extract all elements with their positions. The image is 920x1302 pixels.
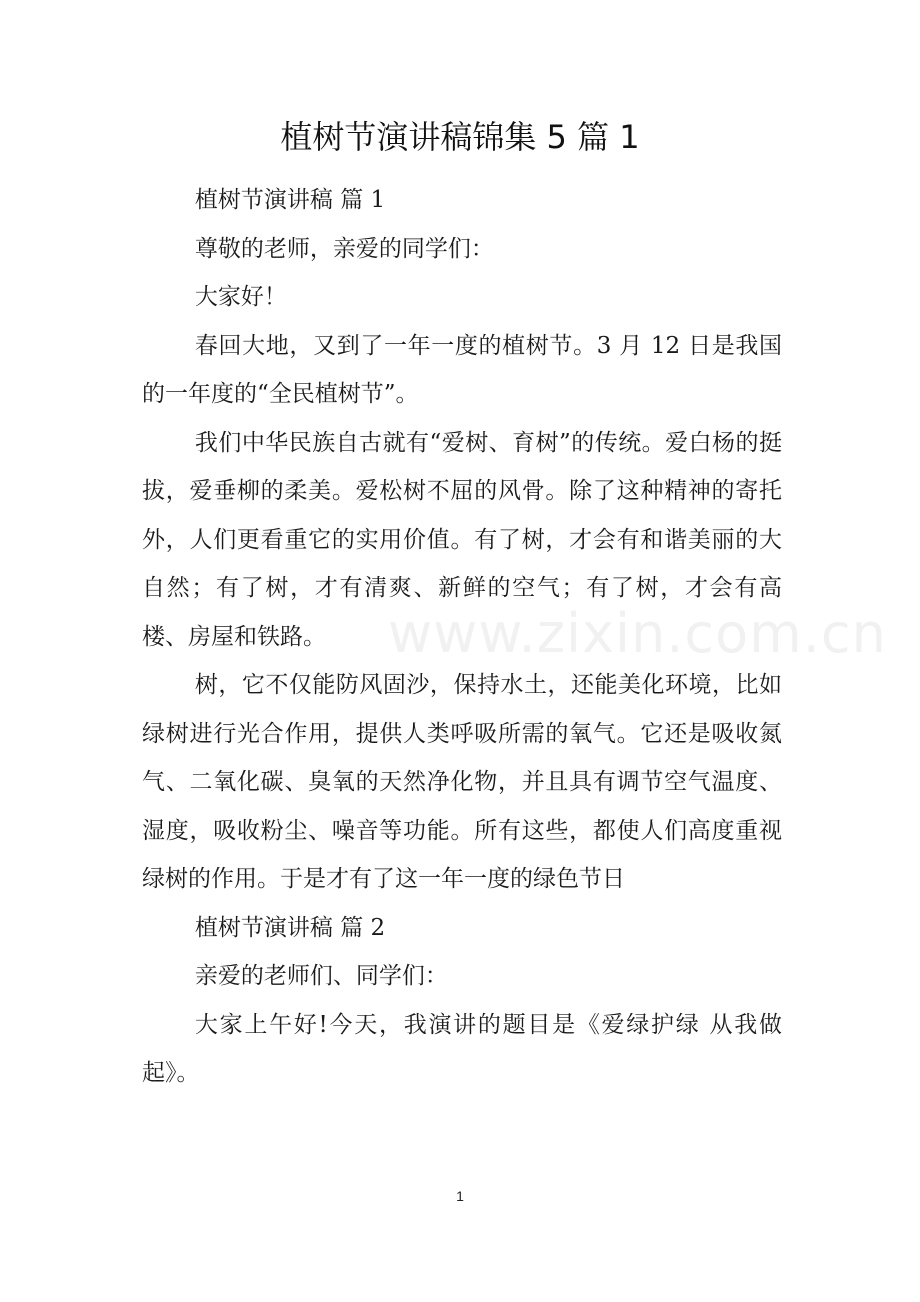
paragraph: 春回大地，又到了一年一度的植树节。3 月 12 日是我国的一年度的“全民植树节”。 [142, 332, 782, 407]
salutation: 亲爱的老师们、同学们： [194, 963, 448, 989]
watermark: www.zixin.com.cn [388, 602, 887, 665]
document-title: 植树节演讲稿锦集 5 篇 1 [280, 118, 640, 156]
greeting: 大家好！ [194, 284, 287, 310]
section-heading-2: 植树节演讲稿 篇 2 [194, 914, 386, 941]
paragraph: 树，它不仅能防风固沙，保持水土，还能美化环境，比如绿树进行光合作用，提供人类呼吸所需的氧气。它还是吸收氮气、二氧化碳、臭氧的天然净化物，并且具有调节空气温度、湿度，吸收粉尘、噪音等功能。所有这些，都使人们高度重视绿树的作用。于是才有了这一年一度的绿色节日 [142, 672, 782, 892]
paragraph: 大家上午好!今天，我演讲的题目是《爱绿护绿 从我做起》。 [142, 1011, 782, 1086]
section-heading-1: 植树节演讲稿 篇 1 [194, 187, 386, 213]
page-number: 1 [456, 1188, 464, 1204]
paragraph: 我们中华民族自古就有“爱树、育树”的传统。爱白杨的挺拔，爱垂柳的柔美。爱松树不屈的风骨。除了这种精神的寄托外，人们更看重它的实用价值。有了树，才会有和谐美丽的大自然；有了树，才有清爽、新鲜的空气；有了树，才会有高楼、房屋和铁路。 [142, 429, 782, 650]
salutation: 尊敬的老师，亲爱的同学们： [194, 235, 494, 262]
document-body [142, 176, 782, 1098]
